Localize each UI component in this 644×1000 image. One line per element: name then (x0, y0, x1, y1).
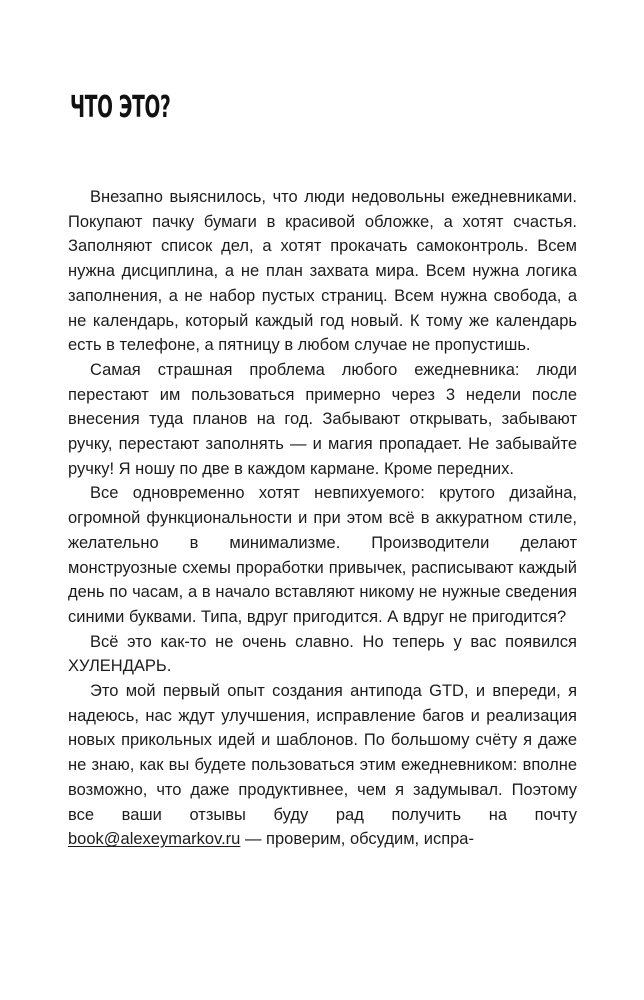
paragraph-5-text-start: Это мой первый опыт создания антипода GTD, и впереди, я надеюсь, нас ждут улучшения, исправление багов и реализация новых прикольных идей и шаблонов. По большому счёту я даже не знаю, как вы будете пользоваться этим ежедневником: вполне возможно, что даже продуктивнее, чем я задумывал. Поэтому все ваши отзывы буду рад получить на почту (68, 682, 577, 824)
paragraph-1: Внезапно выяснилось, что люди недовольны ежедневниками. Покупают пачку бумаги в красивой обложке, а хотят счастья. Заполняют список дел, а хотят прокачать самоконтроль. Всем нужна дисциплина, а не план захвата мира. Всем нужна логика заполнения, а не набор пустых страниц. Всем нужна свобода, а не календарь, который каждый год новый. К тому же календарь есть в телефоне, а пятницу в любом случае не пропустишь. (68, 188, 577, 355)
paragraph-4: Всё это как-то не очень славно. Но теперь у вас появился ХУЛЕНДАРЬ. (68, 632, 577, 676)
page-title: ЧТО ЭТО? (70, 90, 171, 125)
paragraph-2: Самая страшная проблема любого ежедневника: люди перестают им пользоваться примерно через 3 недели после внесения туда планов на год. Забывают открывать, забывают ручку, перестают заполнять — и магия пропадает. Не забывайте ручку! Я ношу по две в каждом кармане. Кроме передних. (68, 360, 577, 478)
body-text (68, 185, 577, 852)
paragraph-5-text-end: — проверим, обсудим, испра- (240, 830, 474, 849)
paragraph-3: Все одновременно хотят невпихуемого: крутого дизайна, огромной функциональности и при этом всё в аккуратном стиле, желательно в минимализме. Производители делают монструозные схемы проработки привычек, расписывают каждый день по часам, а в начало вставляют никому не нужные сведения синими буквами. Типа, вдруг пригодится. А вдруг не пригодится? (68, 484, 577, 626)
paragraph-5 (68, 679, 577, 852)
email-link[interactable]: book@alexeymarkov.ru (68, 830, 241, 849)
